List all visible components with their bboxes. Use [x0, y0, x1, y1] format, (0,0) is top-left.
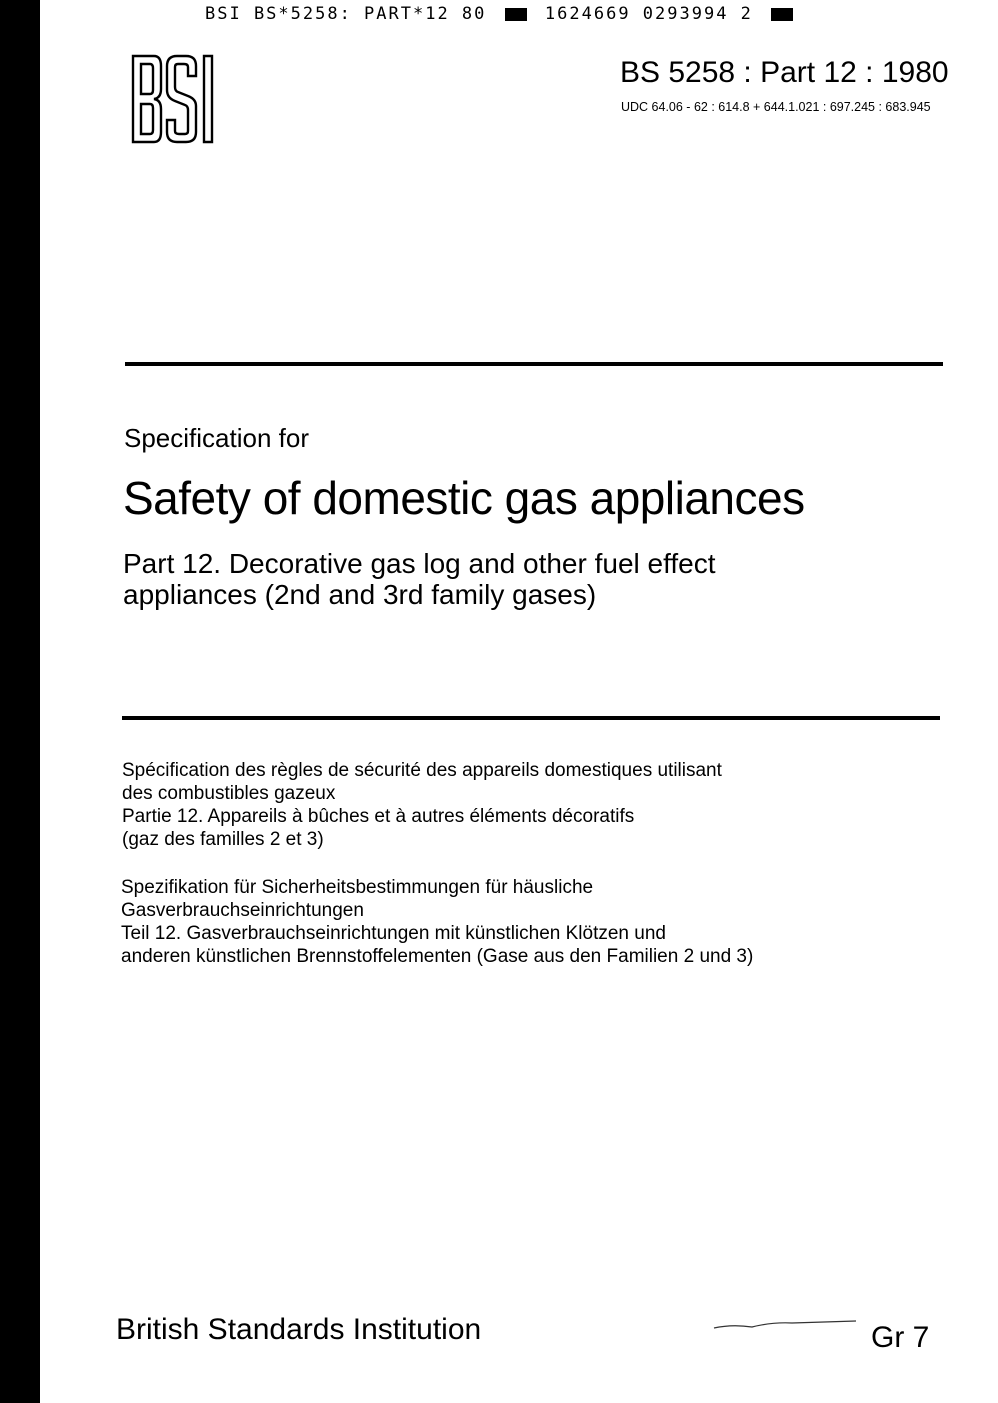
standard-number: BS 5258 : Part 12 : 1980 — [620, 56, 949, 89]
french-title-line: Spécification des règles de sécurité des appareils domestiques utilisant — [122, 760, 722, 781]
german-title — [121, 876, 841, 968]
part-subtitle — [123, 548, 803, 610]
scan-mark — [712, 1318, 858, 1332]
part-subtitle-line: Part 12. Decorative gas log and other fuel effect — [123, 548, 716, 579]
spec-for-label: Specification for — [124, 423, 309, 453]
bsi-logo — [130, 54, 234, 144]
barcode-block — [771, 8, 793, 21]
german-title-line: Gasverbrauchseinrichtungen — [121, 900, 364, 921]
french-title — [122, 759, 822, 851]
divider-bottom — [122, 716, 940, 720]
french-title-line: (gaz des familles 2 et 3) — [122, 829, 324, 850]
french-title-line: Partie 12. Appareils à bûches et à autres éléments décoratifs — [122, 806, 635, 827]
scan-border — [0, 0, 40, 1403]
publisher-name: British Standards Institution — [116, 1313, 482, 1346]
header-document-code — [205, 4, 799, 24]
udc-classification: UDC 64.06 - 62 : 614.8 + 644.1.021 : 697.245 : 683.945 — [621, 100, 931, 114]
german-title-line: Spezifikation für Sicherheitsbestimmungen für häusliche — [121, 877, 594, 898]
part-subtitle-line: appliances (2nd and 3rd family gases) — [123, 579, 597, 610]
header-code-part-2: 1624669 0293994 2 — [544, 4, 753, 24]
german-title-line: Teil 12. Gasverbrauchseinrichtungen mit künstlichen Klötzen und — [121, 923, 666, 944]
price-grade: Gr 7 — [871, 1321, 930, 1354]
divider-top — [125, 362, 943, 366]
french-title-line: des combustibles gazeux — [122, 783, 336, 804]
barcode-block — [505, 8, 527, 21]
document-title: Safety of domestic gas appliances — [123, 472, 805, 524]
german-title-line: anderen künstlichen Brennstoffelementen (Gase aus den Familien 2 und 3) — [121, 946, 754, 967]
header-code-part-1: BSI BS*5258: PART*12 80 — [205, 4, 487, 24]
